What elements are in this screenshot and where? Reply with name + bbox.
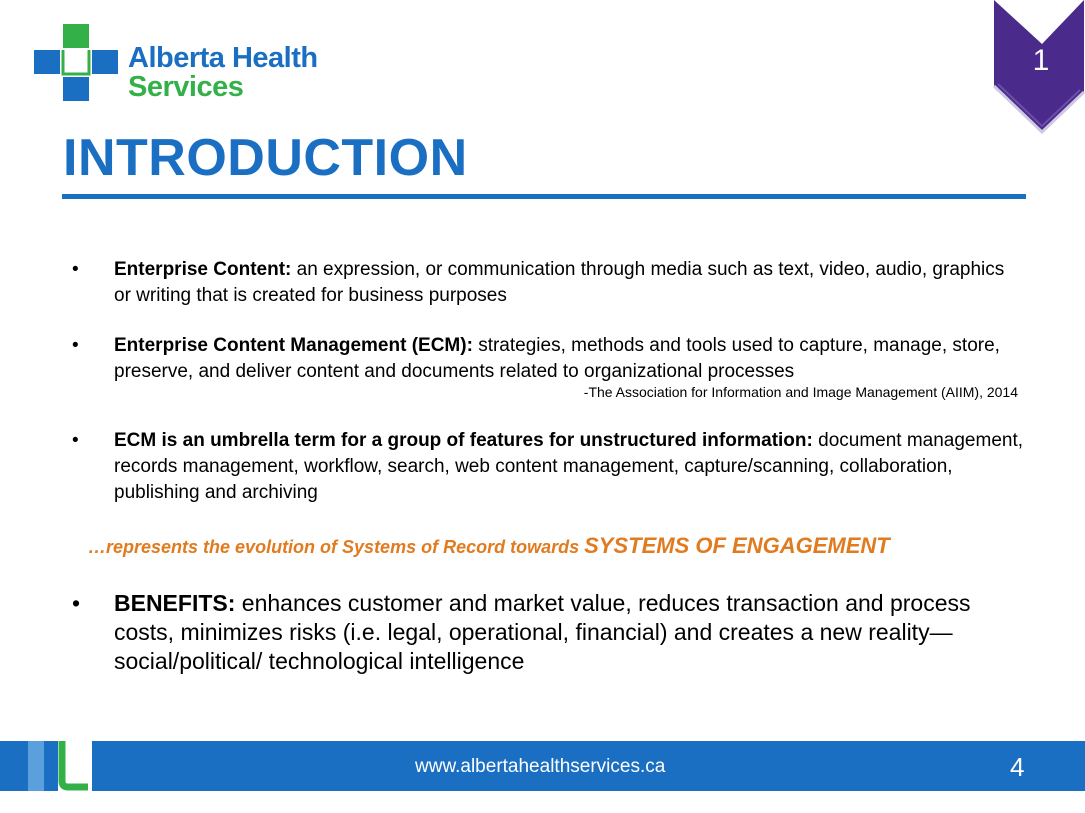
ahs-logo-text: [128, 44, 318, 102]
tagline: [88, 532, 890, 561]
bullet-item: [114, 428, 1024, 506]
bullet-marker: •: [72, 590, 81, 616]
tagline-emphasis: SYSTEMS OF ENGAGEMENT: [584, 533, 890, 558]
bullet-term: Enterprise Content Management (ECM):: [114, 335, 473, 356]
bullet-term: BENEFITS:: [114, 590, 236, 616]
title-divider: [62, 194, 1026, 199]
bullet-text: strategies, methods and tools used to capture, manage, store, preserve, and deliver content and documents related to organizational processes: [114, 335, 1000, 382]
bullet-text: document management, records management, workflow, search, web content management, capture/scanning, collaboration, publishing and archiving: [114, 430, 1024, 503]
citation: -The Association for Information and Image Management (AIIM), 2014: [583, 384, 1018, 400]
bullet-text: an expression, or communication through media such as text, video, audio, graphics or writing that is created for business purposes: [114, 259, 1005, 306]
footer-logo-icon: [28, 741, 96, 791]
bullet-term: ECM is an umbrella term for a group of features for unstructured information:: [114, 430, 813, 451]
bullet-marker: •: [72, 259, 79, 280]
page-badge-number: 1: [1032, 44, 1050, 77]
footer-url-link[interactable]: www.albertahealthservices.ca: [415, 756, 666, 777]
bullet-item: [114, 333, 1024, 385]
logo-line-2: Services: [128, 71, 244, 103]
bullet-item: [114, 589, 1024, 676]
footer-page-number: 4: [1010, 752, 1025, 782]
page-title: INTRODUCTION: [63, 129, 468, 187]
bullet-marker: •: [72, 335, 79, 356]
bullet-item: [114, 257, 1024, 309]
logo-line-1: Alberta Health: [128, 42, 318, 74]
bullet-marker: •: [72, 430, 79, 451]
bullet-term: Enterprise Content:: [114, 259, 292, 280]
bullet-text: enhances customer and market value, reduces transaction and process costs, minimizes risks (i.e. legal, operational, financial) and creates a new reality—social/political/ technological intelligence: [114, 590, 971, 674]
ahs-logo-icon: [34, 24, 118, 102]
tagline-prefix: …represents the evolution of Systems of Record towards: [88, 537, 585, 557]
